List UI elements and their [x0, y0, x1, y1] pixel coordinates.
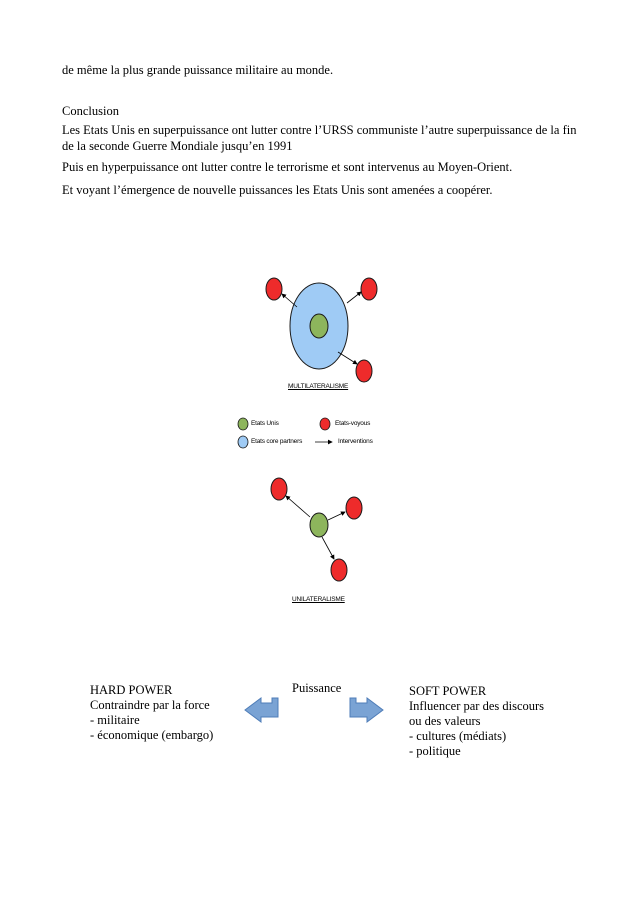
hard-power-line: - économique (embargo) [90, 728, 214, 742]
soft-power-line: Influencer par des discours [409, 699, 545, 713]
legend-intervention-label: Interventions [338, 438, 373, 445]
intervention-arrow [338, 352, 357, 364]
intervention-arrow [282, 294, 297, 307]
intro-line: de même la plus grande puissance militaire au monde. [62, 63, 334, 77]
rogue-state-node [266, 278, 282, 300]
legend-usa-swatch [238, 418, 248, 430]
soft-power-line: - politique [409, 744, 461, 758]
soft-power-line: - cultures (médiats) [409, 729, 507, 743]
usa-node [310, 513, 328, 537]
conclusion-paragraph-1: Les Etats Unis en superpuissance ont lutter contre l’URSS communiste l’autre superpuissance de la fin de la seconde Guerre Mondiale jusqu’en 1991 [62, 123, 577, 153]
legend-rogue-label: Etats-voyous [335, 420, 371, 427]
intervention-arrow [328, 512, 345, 520]
legend-usa-label: Etats Unis [251, 420, 279, 427]
conclusion-heading: Conclusion [62, 104, 119, 118]
multilateralism-diagram [266, 278, 377, 382]
unilateralism-diagram [271, 478, 362, 581]
intervention-arrow [347, 292, 361, 303]
multilateralism-caption: MULTILATERALISME [288, 383, 349, 390]
rogue-state-node [356, 360, 372, 382]
conclusion-paragraph-2: Puis en hyperpuissance ont lutter contre le terrorisme et sont intervenus au Moyen-Orient. [62, 160, 513, 174]
legend-partner-swatch [238, 436, 248, 448]
rogue-state-node [361, 278, 377, 300]
legend-rogue-swatch [320, 418, 330, 430]
soft-power-line: ou des valeurs [409, 714, 481, 728]
soft-power-title: SOFT POWER [409, 684, 487, 698]
rogue-state-node [331, 559, 347, 581]
hard-power-line: - militaire [90, 713, 140, 727]
right-arrow-icon [350, 698, 383, 722]
soft-power-block [409, 684, 544, 759]
left-arrow-icon [245, 698, 278, 722]
legend-partner-label: Etats core partners [251, 438, 303, 445]
rogue-state-node [346, 497, 362, 519]
conclusion-paragraph-3: Et voyant l’émergence de nouvelle puissances les Etats Unis sont amenées a coopérer. [62, 183, 493, 197]
hard-power-title: HARD POWER [90, 683, 173, 697]
hard-power-line: Contraindre par la force [90, 698, 210, 712]
unilateralism-caption: UNILATERALISME [292, 596, 345, 603]
puissance-label: Puissance [292, 681, 342, 695]
intervention-arrow [286, 496, 310, 517]
usa-node [310, 314, 328, 338]
power-arrows [245, 698, 383, 722]
rogue-state-node [271, 478, 287, 500]
intervention-arrow [322, 537, 334, 559]
hard-power-block [90, 683, 213, 743]
